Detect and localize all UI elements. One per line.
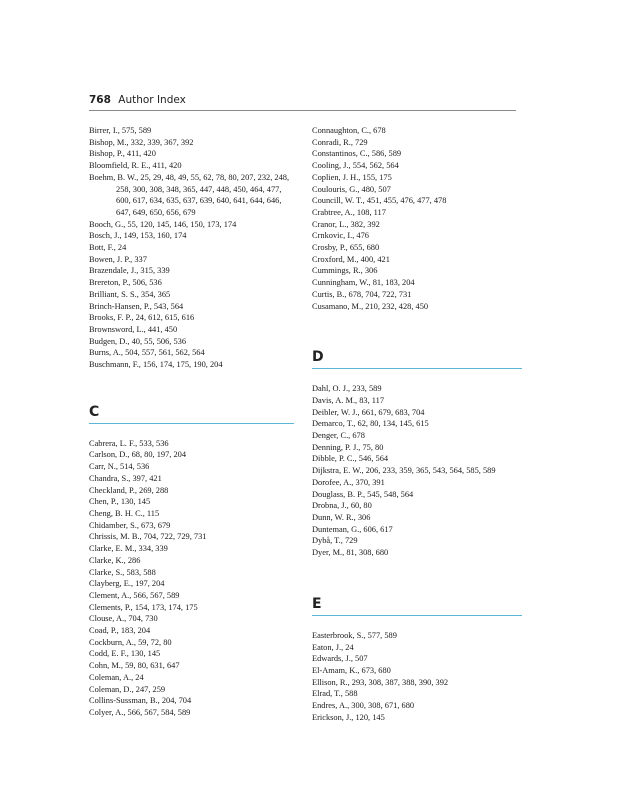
index-entry: Brazendale, J., 315, 339 [89, 266, 170, 276]
index-entry: Cohn, M., 59, 80, 631, 647 [89, 661, 180, 671]
index-entry: Coplien, J. H., 155, 175 [312, 172, 392, 182]
index-entry: Erickson, J., 120, 145 [312, 712, 385, 722]
index-entry: Carr, N., 514, 536 [89, 462, 150, 472]
index-entry: Constantinos, C., 586, 589 [312, 149, 402, 159]
index-entry: Connaughton, C., 678 [312, 126, 386, 135]
index-entry: Carlson, D., 68, 80, 197, 204 [89, 450, 187, 460]
index-entry: Codd, E. F., 130, 145 [89, 649, 161, 659]
index-entry: Coleman, A., 24 [89, 672, 144, 682]
section-heading-c: C [89, 403, 100, 420]
index-entry: Cummings, R., 306 [312, 266, 378, 276]
index-entry: Cusamano, M., 210, 232, 428, 450 [312, 301, 429, 311]
index-entry: Conradi, R., 729 [312, 137, 368, 147]
index-entry: Colyer, A., 566, 567, 584, 589 [89, 707, 191, 717]
section-d-entries [312, 383, 522, 559]
index-entry: Dunn, W. R., 306 [312, 512, 371, 522]
index-entry: Clarke, K., 286 [89, 555, 141, 565]
section-divider [312, 615, 522, 616]
page-title: Author Index [118, 94, 186, 106]
index-entry: Burns, A., 504, 557, 561, 562, 564 [89, 348, 205, 358]
index-entry: Chrissis, M. B., 704, 722, 729, 731 [89, 532, 207, 542]
page-header [89, 94, 186, 106]
page-number: 768 [89, 94, 111, 106]
section-divider [89, 423, 294, 424]
index-entry: Dybå, T., 729 [312, 536, 358, 546]
section-c-continued [312, 125, 522, 312]
index-entry: Brinch-Hansen, P., 543, 564 [89, 301, 184, 311]
index-entry: Croxford, M., 400, 421 [312, 254, 390, 264]
index-entry: Denger, C., 678 [312, 431, 365, 441]
index-entry: Birrer, I., 575, 589 [89, 126, 152, 135]
index-entry: Bloomfield, R. E., 411, 420 [89, 161, 182, 171]
right-column [312, 125, 522, 723]
index-entry: Checkland, P., 269, 288 [89, 485, 169, 495]
index-entry: Clarke, E. M., 334, 339 [89, 544, 168, 554]
index-entry: Dunteman, G., 606, 617 [312, 524, 393, 534]
index-entry: Dibble, P. C., 546, 564 [312, 454, 389, 464]
index-entry: Curtis, B., 678, 704, 722, 731 [312, 289, 412, 299]
index-entry: Booch, G., 55, 120, 145, 146, 150, 173, 174 [89, 219, 237, 229]
index-entry: Deibler, W. J., 661, 679, 683, 704 [312, 407, 425, 417]
index-entry: Budgen, D., 40, 55, 506, 536 [89, 336, 187, 346]
section-divider [312, 368, 522, 369]
index-entry: Cabrera, L. F., 533, 536 [89, 438, 169, 448]
index-entry: Clayberg, E., 197, 204 [89, 579, 165, 589]
index-entry: Cunningham, W., 81, 183, 204 [312, 278, 415, 288]
section-e-entries [312, 630, 522, 724]
index-entry: Coleman, D., 247, 259 [89, 684, 166, 694]
index-entry: Douglass, B. P., 545, 548, 564 [312, 489, 414, 499]
index-entry: Clements, P., 154, 173, 174, 175 [89, 602, 198, 612]
section-heading-d: D [312, 349, 324, 366]
index-entry: Denning, P. J., 75, 80 [312, 442, 384, 452]
index-entry: Crabtree, A., 108, 117 [312, 207, 386, 217]
index-entry: Dijkstra, E. W., 206, 233, 359, 365, 543, 564, 585, 589 [312, 466, 496, 476]
index-entry: Councill, W. T., 451, 455, 476, 477, 478 [312, 196, 447, 206]
index-entry: Demarco, T., 62, 80, 134, 145, 615 [312, 419, 429, 429]
section-heading-e: E [312, 595, 322, 612]
index-entry: Brooks, F. P., 24, 612, 615, 616 [89, 313, 195, 323]
index-entry: Elrad, T., 588 [312, 689, 358, 699]
index-entry: Endres, A., 300, 308, 671, 680 [312, 701, 415, 711]
index-entry: Cockburn, A., 59, 72, 80 [89, 637, 172, 647]
index-entry: Clarke, S., 583, 588 [89, 567, 156, 577]
index-entry: Bowen, J. P., 337 [89, 254, 147, 264]
header-divider [89, 110, 516, 111]
index-entry: Dyer, M., 81, 308, 680 [312, 548, 389, 558]
index-entry: Dahl, O. J., 233, 589 [312, 384, 382, 394]
index-entry: Coad, P., 183, 204 [89, 626, 151, 636]
index-entry: Davis, A. M., 83, 117 [312, 395, 385, 405]
index-entry: Bishop, M., 332, 339, 367, 392 [89, 137, 194, 147]
index-entry: Bott, F., 24 [89, 243, 127, 253]
index-entry: Dorofee, A., 370, 391 [312, 477, 385, 487]
index-entry: Edwards, J., 507 [312, 654, 368, 664]
index-entry: Brereton, P., 506, 536 [89, 278, 162, 288]
index-entry: Clouse, A., 704, 730 [89, 614, 158, 624]
index-entry: Cooling, J., 554, 562, 564 [312, 161, 399, 171]
index-entry: Bishop, P., 411, 420 [89, 149, 156, 159]
left-column [89, 125, 294, 719]
index-entry: Ellison, R., 293, 308, 387, 388, 390, 392 [312, 677, 449, 687]
index-entry: Chen, P., 130, 145 [89, 497, 151, 507]
index-entry: Drobna, J., 60, 80 [312, 501, 372, 511]
index-entry: Bosch, J., 149, 153, 160, 174 [89, 231, 187, 241]
index-entry: Clement, A., 566, 567, 589 [89, 590, 180, 600]
index-entry: Chidamber, S., 673, 679 [89, 520, 171, 530]
section-c-entries [89, 438, 294, 719]
index-entry: Brilliant, S. S., 354, 365 [89, 289, 171, 299]
index-entry: Eaton, J., 24 [312, 642, 354, 652]
index-entry: Cheng, B. H. C., 115 [89, 508, 160, 518]
index-entry: Boehm, B. W., 25, 29, 48, 49, 55, 62, 78, 80, 207, 232, 248, 258, 300, 308, 348, 365, 447, 448, 450, 464, 477, 600, 617, 634, 635, 637, 639, 640, 641, 644, 646, 647, 649, 650, 656, 679 [89, 172, 290, 217]
section-b-continued [89, 125, 294, 371]
index-entry: Chandra, S., 397, 421 [89, 473, 162, 483]
index-entry: Easterbrook, S., 577, 589 [312, 630, 397, 640]
index-entry: Buschmann, F., 156, 174, 175, 190, 204 [89, 360, 223, 370]
index-entry: El-Amam, K., 673, 680 [312, 665, 391, 675]
index-entry: Coulouris, G., 480, 507 [312, 184, 391, 194]
index-entry: Crnkovic, I., 476 [312, 231, 369, 241]
index-entry: Brownsword, L., 441, 450 [89, 324, 178, 334]
index-entry: Cranor, L., 382, 392 [312, 219, 380, 229]
index-entry: Crosby, P., 655, 680 [312, 243, 380, 253]
index-entry: Collins-Sussman, B., 204, 704 [89, 696, 192, 706]
